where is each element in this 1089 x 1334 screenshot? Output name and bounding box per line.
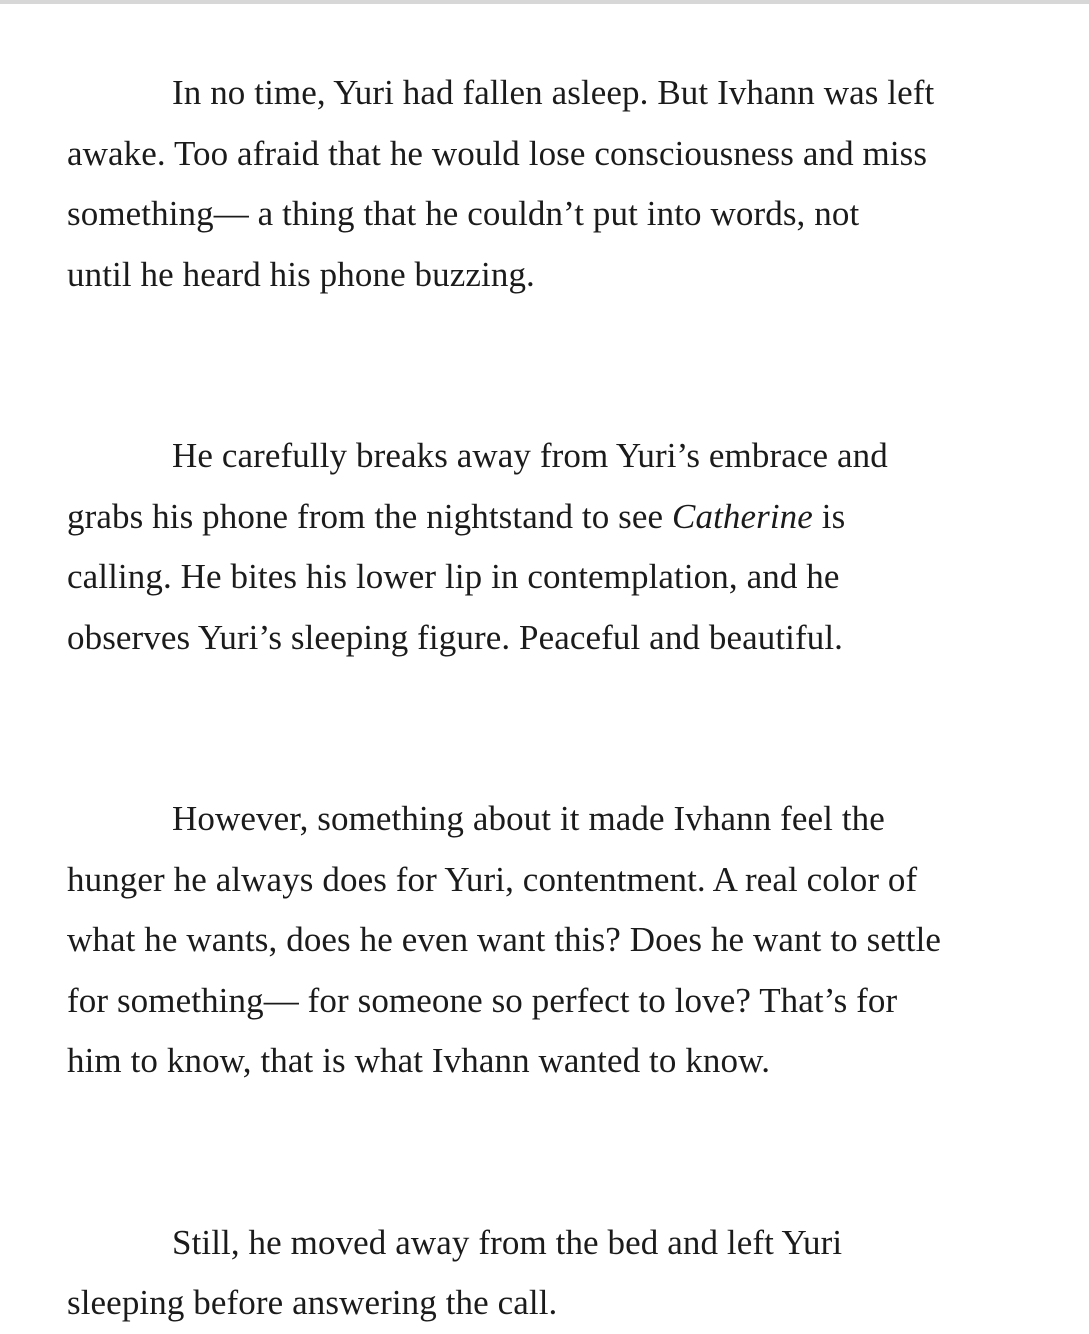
paragraph-1 bbox=[67, 63, 1029, 305]
paragraph-line: him to know, that is what Ivhann wanted to know. bbox=[67, 1041, 771, 1080]
paragraph-line: observes Yuri’s sleeping figure. Peaceful and beautiful. bbox=[67, 617, 844, 657]
line-text: grabs his phone from the nightstand to see bbox=[67, 496, 673, 536]
paragraph-line: something— a thing that he couldn’t put into words, not bbox=[67, 194, 860, 233]
paragraph-line bbox=[67, 487, 1029, 548]
paragraph-2 bbox=[67, 426, 1029, 668]
paragraph-line: However, something about it made Ivhann feel the bbox=[172, 799, 885, 838]
paragraph-line: In no time, Yuri had fallen asleep. But Ivhann was left bbox=[172, 73, 935, 112]
paragraph-4 bbox=[67, 1213, 1029, 1334]
paragraph-3 bbox=[67, 789, 1029, 1092]
paragraph-line: Still, he moved away from the bed and left Yuri bbox=[172, 1222, 843, 1262]
emphasized-name: Catherine bbox=[672, 496, 813, 536]
paragraph-line: calling. He bites his lower lip in contemplation, and he bbox=[67, 557, 840, 596]
paragraph-line: what he wants, does he even want this? Does he want to settle bbox=[67, 920, 942, 959]
paragraph-line: hunger he always does for Yuri, contentment. A real color of bbox=[67, 859, 918, 899]
line-text: is bbox=[812, 496, 846, 536]
paragraph-line: sleeping before answering the call. bbox=[67, 1283, 558, 1322]
paragraph-line: awake. Too afraid that he would lose consciousness and miss bbox=[67, 133, 928, 173]
paragraph-line: for something— for someone so perfect to love? That’s for bbox=[67, 980, 898, 1020]
paragraph-line: He carefully breaks away from Yuri’s embrace and bbox=[172, 436, 888, 475]
paragraph-line: until he heard his phone buzzing. bbox=[67, 254, 535, 294]
